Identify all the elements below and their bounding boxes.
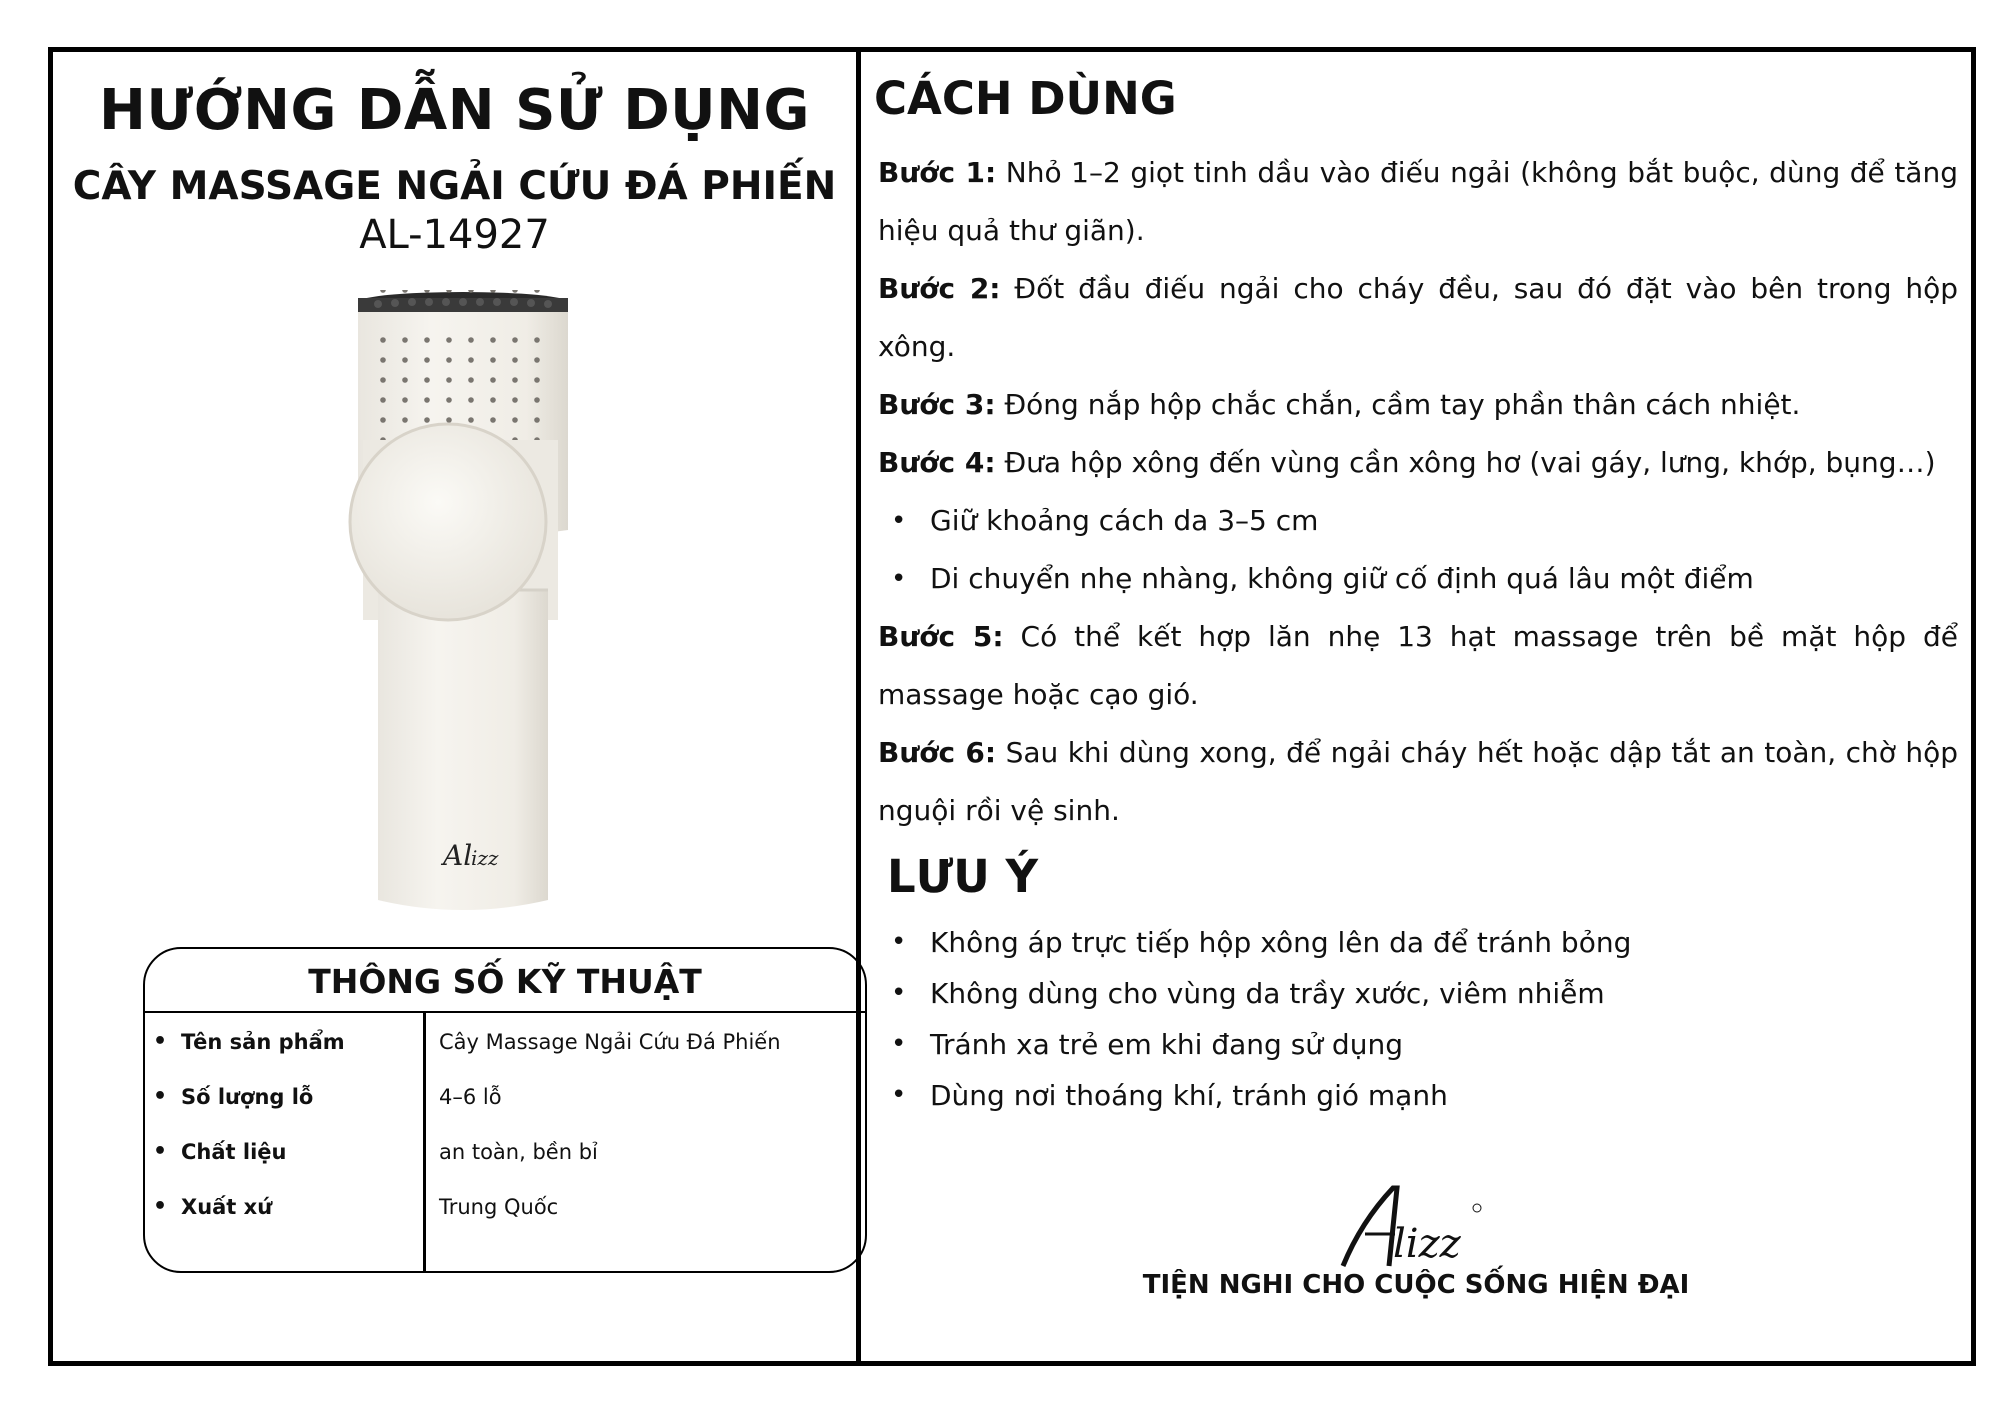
usage-title: CÁCH DÙNG — [874, 72, 1177, 125]
brand-tagline: TIỆN NGHI CHO CUỘC SỐNG HIỆN ĐẠI — [1142, 1270, 1690, 1300]
svg-text:lizz: lizz — [1393, 1221, 1461, 1267]
product-code: AL-14927 — [359, 212, 550, 258]
step4-bullet — [878, 550, 1958, 608]
spec-key: Xuất xứ — [181, 1195, 273, 1219]
step-label: Bước 4: — [878, 446, 996, 479]
spec-key: Tên sản phẩm — [181, 1030, 345, 1054]
bullet-icon: • — [153, 1194, 168, 1219]
right-panel — [861, 52, 1971, 1361]
spec-value: an toàn, bền bỉ — [439, 1140, 598, 1164]
spec-row — [145, 1188, 865, 1228]
step-text: Nhỏ 1–2 giọt tinh dầu vào điếu ngải (không bắt buộc, dùng để tăng hiệu quả thư giãn). — [878, 156, 1958, 247]
bullet-icon: • — [891, 1080, 907, 1110]
note-item — [878, 1019, 1958, 1070]
spec-value: 4–6 lỗ — [439, 1085, 502, 1109]
step-text: Đưa hộp xông đến vùng cần xông hơ (vai gáy, lưng, khớp, bụng…) — [1004, 446, 1936, 479]
svg-text:izz: izz — [471, 846, 499, 870]
notes-title: LƯU Ý — [887, 850, 1039, 903]
note-item — [878, 917, 1958, 968]
bullet-text: Di chuyển nhẹ nhàng, không giữ cố định quá lâu một điểm — [930, 562, 1754, 595]
steps-list — [878, 144, 1958, 840]
page-title: HƯỚNG DẪN SỬ DỤNG — [99, 78, 810, 143]
product-name: CÂY MASSAGE NGẢI CỨU ĐÁ PHIẾN — [72, 164, 837, 209]
bullet-icon: • — [153, 1029, 168, 1054]
note-item — [878, 1070, 1958, 1121]
spec-table — [143, 947, 867, 1273]
step-item — [878, 434, 1958, 492]
step-label: Bước 6: — [878, 736, 997, 769]
spec-key: Số lượng lỗ — [181, 1085, 314, 1109]
step-item — [878, 608, 1958, 724]
note-text: Không dùng cho vùng da trầy xước, viêm nhiễm — [930, 977, 1605, 1010]
step-label: Bước 2: — [878, 272, 1001, 305]
step-item — [878, 724, 1958, 840]
step-item — [878, 376, 1958, 434]
step-label: Bước 3: — [878, 388, 996, 421]
product-image — [333, 290, 593, 930]
bullet-text: Giữ khoảng cách da 3–5 cm — [930, 504, 1319, 537]
bullet-icon: • — [153, 1084, 168, 1109]
note-text: Tránh xa trẻ em khi đang sử dụng — [930, 1028, 1403, 1061]
step-text: Đóng nắp hộp chắc chắn, cầm tay phần thân cách nhiệt. — [1004, 388, 1801, 421]
bullet-icon: • — [891, 1029, 907, 1059]
bullet-icon: • — [891, 506, 907, 536]
spec-title: THÔNG SỐ KỸ THUẬT — [145, 949, 865, 1013]
step4-bullet — [878, 492, 1958, 550]
bullet-icon: • — [891, 927, 907, 957]
spec-value: Cây Massage Ngải Cứu Đá Phiến — [439, 1030, 781, 1054]
spec-value: Trung Quốc — [439, 1195, 559, 1219]
step-item — [878, 144, 1958, 260]
left-panel — [53, 52, 856, 1361]
step-text: Đốt đầu điếu ngải cho cháy đều, sau đó đặt vào bên trong hộp xông. — [878, 272, 1959, 363]
note-text: Dùng nơi thoáng khí, tránh gió mạnh — [930, 1079, 1448, 1112]
svg-text:Al: Al — [443, 839, 473, 872]
step-label: Bước 5: — [878, 620, 1004, 653]
note-item — [878, 968, 1958, 1019]
note-text: Không áp trực tiếp hộp xông lên da để tránh bỏng — [930, 926, 1632, 959]
spec-row — [145, 1133, 865, 1173]
brand-logo — [1331, 1182, 1491, 1272]
step-item — [878, 260, 1958, 376]
spec-row — [145, 1023, 865, 1063]
step-text: Có thể kết hợp lăn nhẹ 13 hạt massage trên bề mặt hộp để massage hoặc cạo gió. — [878, 620, 1958, 711]
bullet-icon: • — [891, 978, 907, 1008]
notes-list — [878, 917, 1958, 1121]
spec-body — [145, 1013, 865, 1271]
step-text: Sau khi dùng xong, để ngải cháy hết hoặc dập tắt an toàn, chờ hộp nguội rồi vệ sinh. — [878, 736, 1959, 827]
spec-row — [145, 1078, 865, 1118]
spec-key: Chất liệu — [181, 1140, 287, 1164]
bullet-icon: • — [153, 1139, 168, 1164]
step-label: Bước 1: — [878, 156, 997, 189]
bullet-icon: • — [891, 564, 907, 594]
